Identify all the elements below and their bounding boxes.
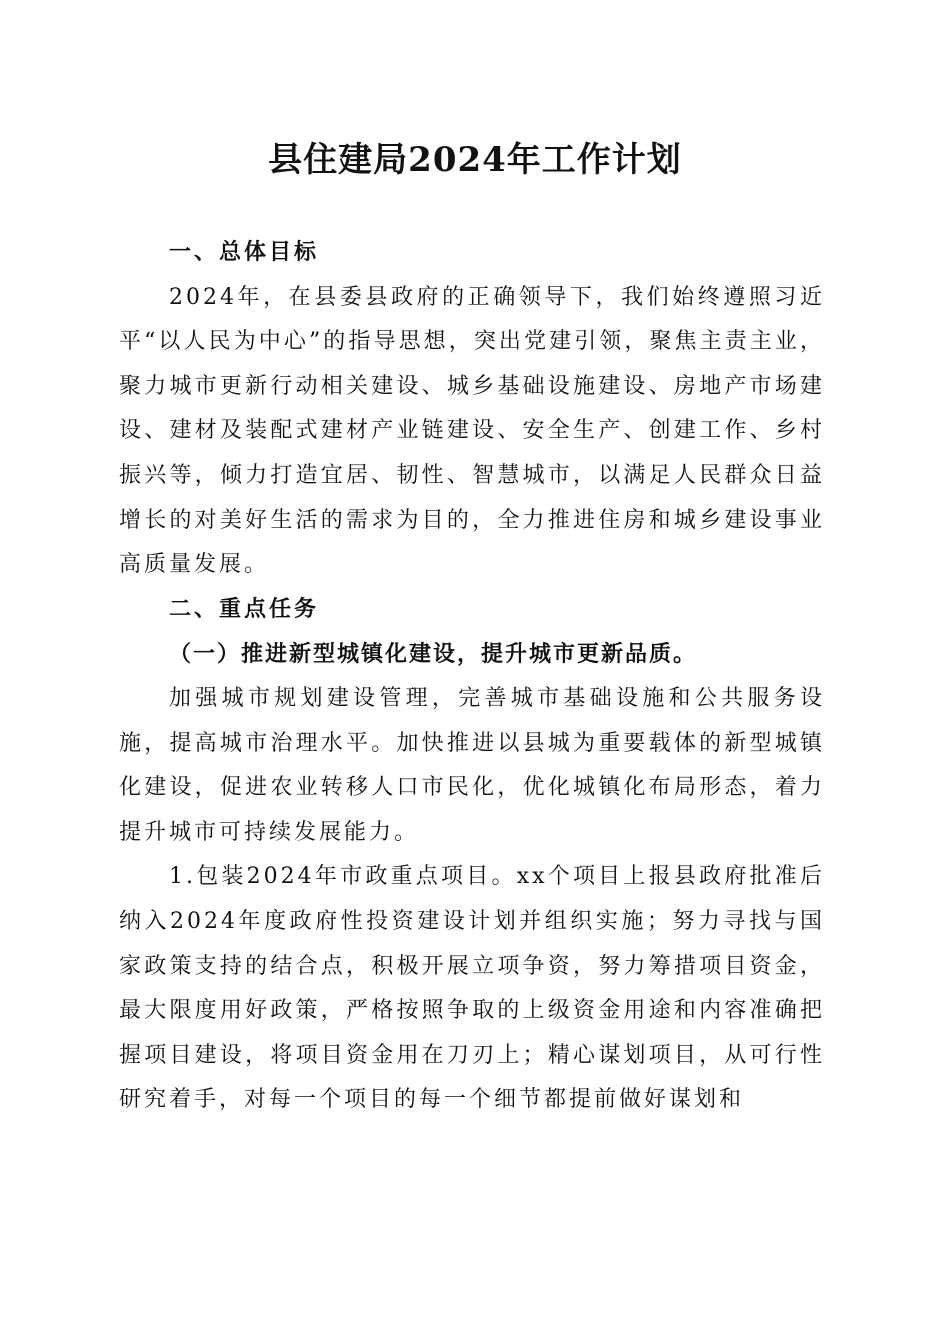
document-title: 县住建局2024年工作计划 (268, 140, 682, 180)
subsection-heading-urbanization: （一）推进新型城镇化建设，提升城市更新品质。 (169, 641, 698, 668)
document-body (119, 231, 825, 1123)
paragraph-overall-goal: 2024年，在县委县政府的正确领导下，我们始终遵照习近平“以人民为中心”的指导思想，突出党建引领，聚焦主责主业，聚力城市更新行动相关建设、城乡基础设施建设、房地产市场建设、建材及装配式建材产业链建设、安全生产、创建工作、乡村振兴等，倾力打造宜居、韧性、智慧城市，以满足人民群众日益增长的对美好生活的需求为目的，全力推进住房和城乡建设事业高质量发展。 (119, 284, 825, 578)
paragraph-urbanization: 加强城市规划建设管理，完善城市基础设施和公共服务设施，提高城市治理水平。加快推进以县城为重要载体的新型城镇化建设，促进农业转移人口市民化，优化城镇化布局形态，着力提升城市可持续发展能力。 (119, 685, 825, 845)
section-heading-key-tasks: 二、重点任务 (169, 596, 320, 622)
section-heading-overall-goal: 一、总体目标 (169, 240, 320, 265)
paragraph-item-1: 1.包装2024年市政重点项目。xx个项目上报县政府批准后纳入2024年度政府性投资建设计划并组织实施；努力寻找与国家政策支持的结合点，积极开展立项争资，努力筹措项目资金，最大限度用好政策，严格按照争取的上级资金用途和内容准确把握项目建设，将项目资金用在刀刃上；精心谋划项目，从可行性研究着手，对每一个项目的每一个细节都提前做好谋划和 (119, 864, 825, 1113)
